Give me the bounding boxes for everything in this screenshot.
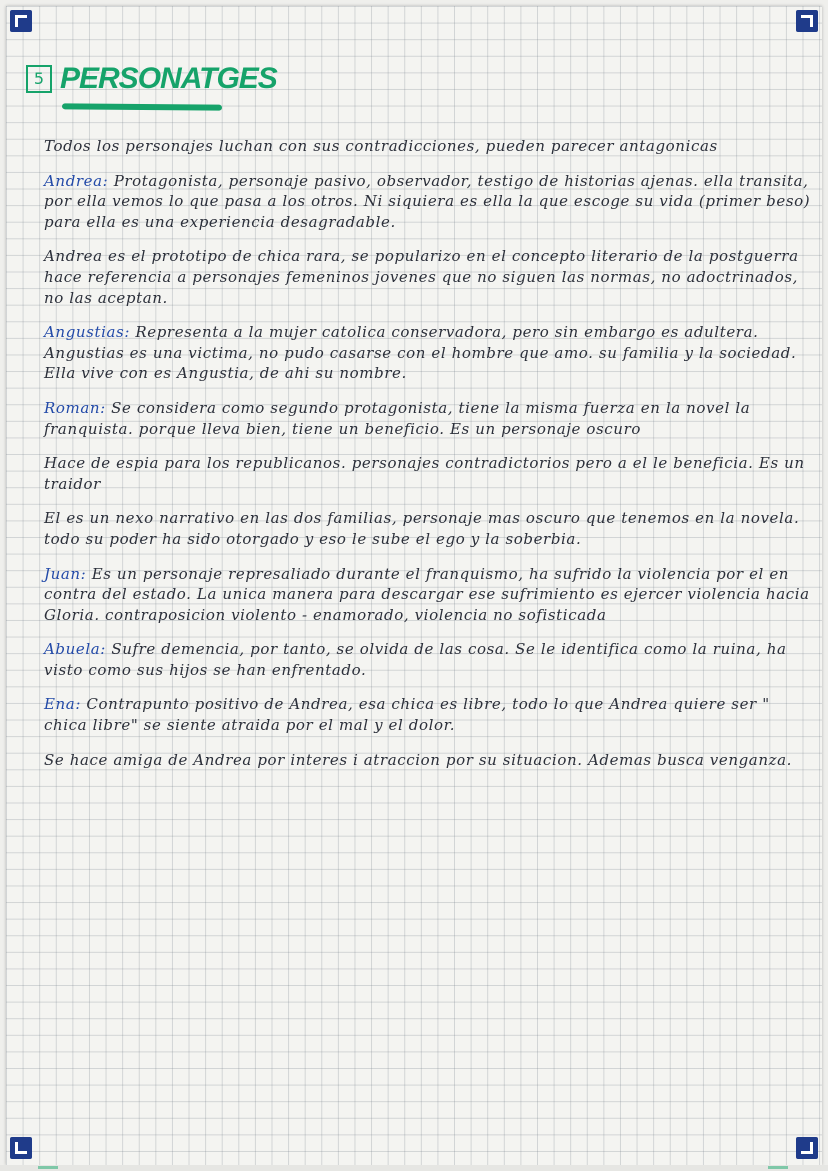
section-number: 5: [26, 65, 52, 93]
character-name: Andrea:: [44, 171, 109, 190]
paragraph-roman-spy: [44, 453, 814, 494]
notebook-page: [6, 6, 822, 1165]
paragraph-text: Sufre demencia, por tanto, se olvida de las cosa. Se le identifica como la ruina, ha visto como sus hijos se han enfrentado.: [44, 640, 787, 679]
corner-bracket-icon: [796, 1137, 818, 1159]
page-bottom-edge: [0, 1165, 828, 1171]
character-name: Abuela:: [44, 640, 106, 659]
notes-body: [44, 136, 814, 784]
paragraph-text: Protagonista, personaje pasivo, observador, testigo de historias ajenas. ella transita, por ella vemos lo que pasa a los otros. Ni siquiera es ella la que escoge su vida (primer beso) para ella es una experiencia desagradable.: [44, 171, 811, 231]
paragraph-abuela: [44, 639, 814, 680]
paragraph-text: Contrapunto positivo de Andrea, esa chica es libre, todo lo que Andrea quiere ser " chica libre" se siente atraida por el mal y el dolor.: [44, 695, 770, 735]
paragraph-ena: [44, 694, 814, 735]
paragraph-intro: [44, 136, 814, 157]
paragraph-roman-nexus: [44, 508, 814, 549]
paragraph-text: Se considera como segundo protagonista, tiene la misma fuerza en la novel la franquista. porque lleva bien, tiene un beneficio. Es un personaje oscuro: [44, 398, 751, 438]
character-name: Angustias:: [44, 323, 130, 342]
corner-bracket-icon: [10, 1137, 32, 1159]
section-heading: [26, 62, 277, 96]
paragraph-text: Es un personaje represaliado durante el franquismo, ha sufrido la violencia por el en contra del estado. La unica manera para descargar ese sufrimiento es ejercer violencia hacia Gloria. contraposicion violento - enamorado, violencia no sofisticada: [44, 564, 810, 624]
title-underline: [62, 103, 222, 110]
section-title: PERSONATGES: [60, 62, 277, 95]
corner-bracket-icon: [796, 10, 818, 32]
paragraph-ena-friendship: [44, 750, 814, 771]
paragraph-text: Se hace amiga de Andrea por interes i atraccion por su situacion. Ademas busca venganza.: [44, 750, 792, 769]
paragraph-angustias: [44, 322, 814, 384]
paragraph-roman: [44, 398, 814, 439]
paragraph-text: Andrea es el prototipo de chica rara, se popularizo en el concepto literario de la postguerra hace referencia a personajes femeninos jovenes que no siguen las normas, no adoctrinados, no las aceptan.: [44, 247, 799, 307]
paragraph-text: Hace de espia para los republicanos. personajes contradictorios pero a el le beneficia. Es un traidor: [44, 454, 805, 493]
corner-bracket-icon: [10, 10, 32, 32]
paragraph-juan: [44, 564, 814, 626]
paragraph-text: El es un nexo narrativo en las dos familias, personaje mas oscuro que tenemos en la novela. todo su poder ha sido otorgado y eso le sube el ego y la soberbia.: [44, 509, 800, 548]
paragraph-text: Representa a la mujer catolica conservadora, pero sin embargo es adultera. Angustias es una victima, no pudo casarse con el hombre que amo. su familia y la sociedad. Ella vive con es Angustia, de ahi su nombre.: [44, 323, 797, 383]
paragraph-andrea-prototype: [44, 246, 814, 308]
paragraph-andrea: [44, 171, 814, 233]
character-name: Roman:: [44, 398, 106, 417]
character-name: Ena:: [44, 695, 82, 714]
character-name: Juan:: [44, 564, 87, 583]
paragraph-text: Todos los personajes luchan con sus contradicciones, pueden parecer antagonicas: [44, 137, 718, 155]
